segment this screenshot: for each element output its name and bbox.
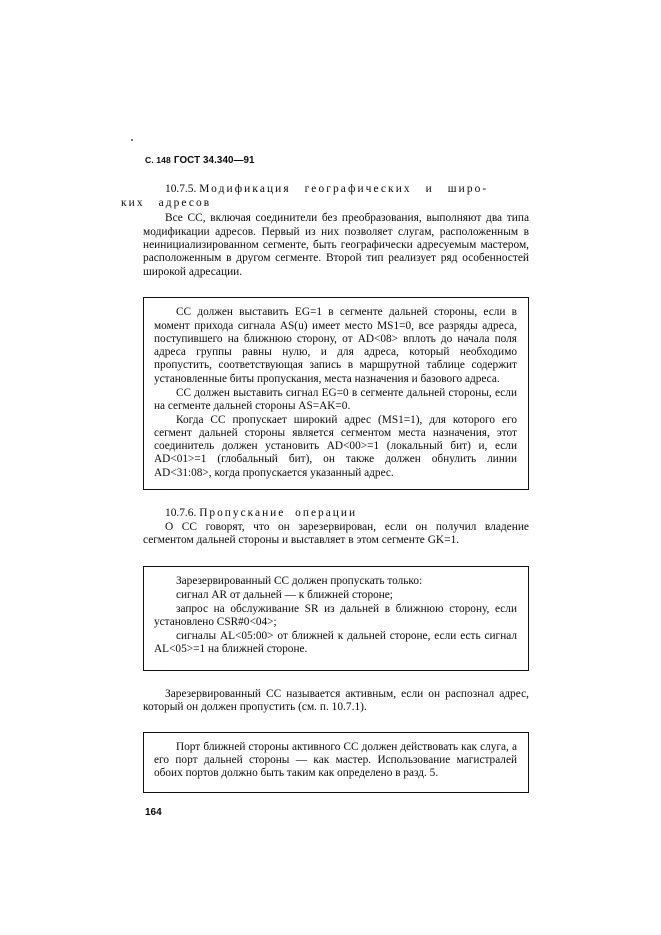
frame-active-port bbox=[143, 732, 529, 794]
scan-speck-artifact bbox=[131, 139, 133, 141]
clause-title-10-7-6: Пропускание операции bbox=[199, 507, 358, 520]
frame-reserved-cc bbox=[143, 566, 529, 670]
frame-address-modification-paragraph-3: Когда СС пропускает широкий адрес (MS1=1), для которого его сегмент дальней стороны является сегментом места назначения, этот соединитель должен установить AD<00>=1 (локальный бит) и, если AD<01>=1 (глобальный бит), он также должен обнулить линии AD<31:08>, когда пропускается указанный адрес. bbox=[154, 413, 517, 479]
frame-reserved-cc-intro: Зарезервированный СС должен пропускать только: bbox=[176, 575, 423, 588]
paragraph-10-7-5-body: Все СС, включая соединители без преобразования, выполняют два типа модификации адресов. Первый из них позволяет слугам, расположенным в неинициализированном сегменте, быть географически адресуемым мастером, расположенным в другом сегменте. Второй тип реализует ряд особенностей широкой адресации. bbox=[143, 212, 529, 278]
paragraph-active-cc-definition: Зарезервированный СС называется активным, если он распознал адрес, который он должен пропустить (см. п. 10.7.1). bbox=[143, 687, 529, 714]
clause-heading-10-7-6 bbox=[143, 507, 529, 521]
page-folio-number: 164 bbox=[145, 807, 162, 819]
frame-reserved-cc-item-2: запрос на обслуживание SR из дальней в ближнюю сторону, если установлено CSR#0<04>; bbox=[154, 603, 517, 629]
running-head-page-marker: С. 148 bbox=[145, 155, 171, 165]
running-head bbox=[145, 155, 529, 166]
clause-number-10-7-6: 10.7.6. bbox=[165, 507, 197, 520]
frame-reserved-cc-item-1: сигнал AR от дальней — к ближней стороне; bbox=[176, 589, 393, 602]
running-head-standard: ГОСТ 34.340—91 bbox=[173, 155, 255, 166]
page-content-column bbox=[121, 155, 529, 819]
frame-address-modification bbox=[143, 297, 529, 490]
frame-reserved-cc-item-3: сигналы AL<05:00> от ближней к дальней стороне, если есть сигнал AL<05>=1 на ближней стороне. bbox=[154, 630, 517, 656]
clause-heading-10-7-5 bbox=[121, 183, 529, 210]
frame-address-modification-paragraph-1: СС должен выставить EG=1 в сегменте дальней стороны, если в момент прихода сигнала AS(u) имеет место MS1=0, все разряды адреса, поступившего на ближнюю сторону, от AD<08> вплоть до начала поля адреса группы равны нулю, и для адреса, который необходимо пропустить, соответствующая запись в маршрутной таблице содержит установленные биты пропускания, места назначения и базового адреса. bbox=[154, 306, 517, 385]
clause-title-10-7-5-line1: Модификация географических и широ- bbox=[199, 183, 489, 195]
clause-number-10-7-5: 10.7.5. bbox=[165, 183, 197, 195]
paragraph-10-7-6-body: О СС говорят, что он зарезервирован, если он получил владение сегментом дальней стороны и выставляет в этом сегменте GK=1. bbox=[143, 520, 529, 547]
clause-title-10-7-5-line2: ких адресов bbox=[121, 196, 212, 209]
frame-address-modification-paragraph-2: СС должен выставить сигнал EG=0 в сегменте дальней стороны, если на сегменте дальней стороны AS=AK=0. bbox=[154, 386, 517, 412]
frame-active-port-paragraph: Порт ближней стороны активного СС должен действовать как слуга, а его порт дальней стороны — как мастер. Использование магистралей обоих портов должно быть таким как определено в разд. 5. bbox=[154, 740, 517, 780]
